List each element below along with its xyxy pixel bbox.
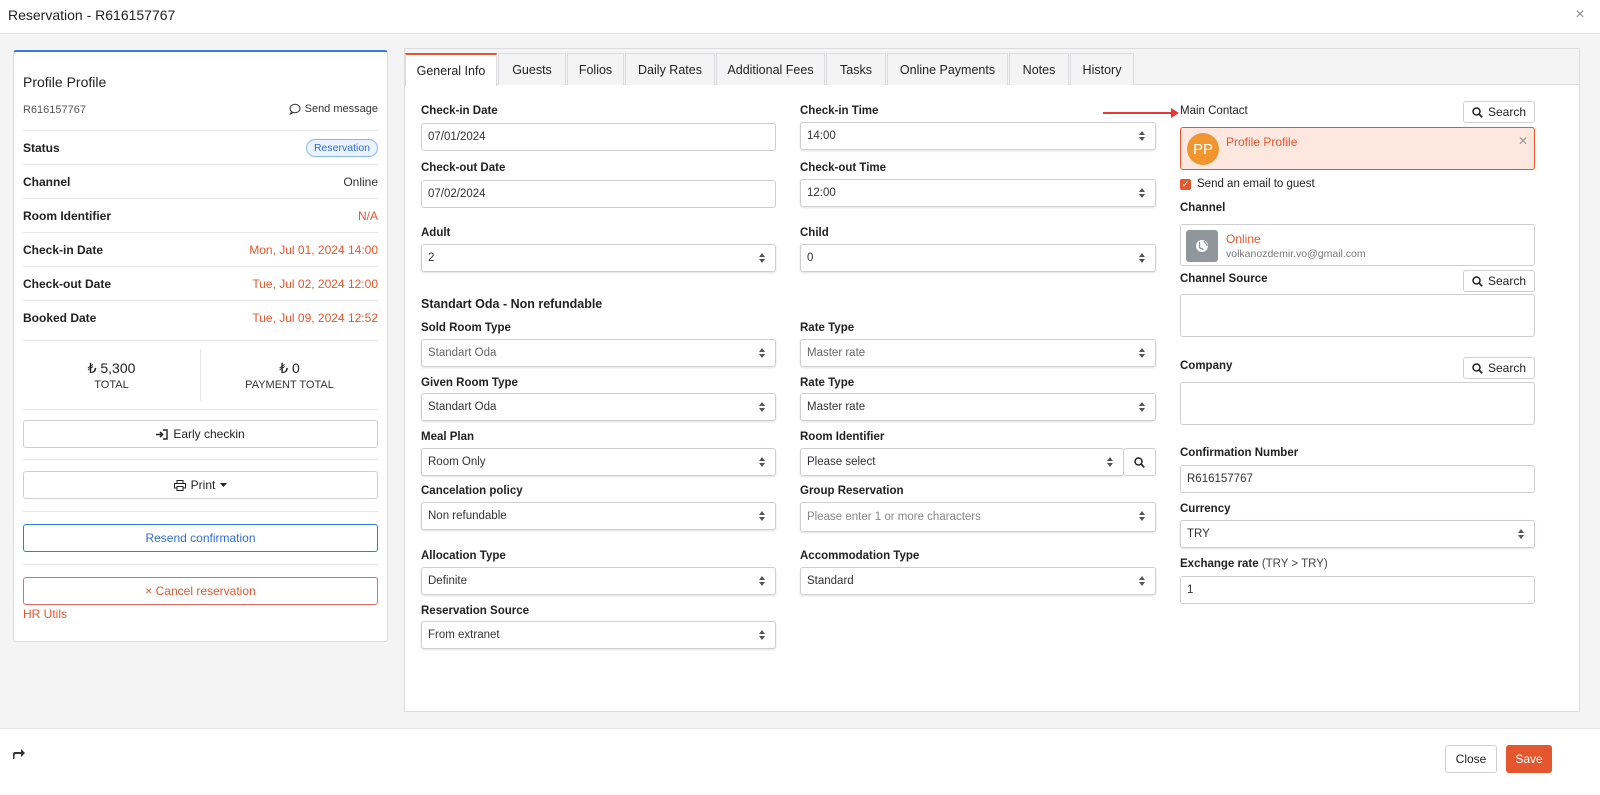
child-label: Child: [800, 227, 829, 239]
hr-utils-link[interactable]: HR Utils: [23, 607, 67, 621]
payment-total-amount: ₺ 0: [279, 359, 300, 376]
checkin-value: Mon, Jul 01, 2024 14:00: [249, 242, 378, 257]
exchange-rate-input[interactable]: 1: [1180, 576, 1535, 604]
sign-in-icon: [156, 429, 168, 440]
exchange-rate-label-text: Exchange rate: [1180, 558, 1259, 570]
meal-plan-select[interactable]: Room Only: [421, 448, 776, 476]
exchange-rate-suffix: (TRY > TRY): [1261, 558, 1328, 570]
globe-icon: [1186, 230, 1218, 262]
room-section-title: Standart Oda - Non refundable: [421, 297, 603, 311]
search-label: Search: [1488, 105, 1527, 119]
reservation-summary-panel: [13, 50, 388, 642]
share-icon[interactable]: [12, 747, 26, 761]
rate-type-label: Rate Type: [800, 322, 855, 334]
channel-name: Online: [1226, 232, 1261, 246]
checkin-label: Check-in Date: [23, 242, 104, 257]
tab-general-info[interactable]: General Info: [405, 53, 497, 86]
channel-value: Online: [343, 174, 378, 189]
remove-contact-icon[interactable]: ✕: [1517, 134, 1528, 148]
adult-select[interactable]: 2: [421, 244, 776, 272]
allocation-type-select[interactable]: Definite: [421, 567, 776, 595]
room-identifier-field-label: Room Identifier: [800, 431, 885, 443]
exchange-rate-label: [1180, 558, 1328, 570]
checkin-time-label: Check-in Time: [800, 105, 879, 117]
total-amount: ₺ 5,300: [87, 359, 136, 376]
company-search-button[interactable]: [1463, 357, 1535, 379]
currency-select[interactable]: TRY: [1180, 520, 1535, 548]
checkout-label: Check-out Date: [23, 276, 112, 291]
given-room-type-select[interactable]: Standart Oda: [421, 393, 776, 421]
company-box[interactable]: [1180, 382, 1535, 425]
channel-card[interactable]: [1180, 224, 1535, 266]
search-icon: [1472, 276, 1483, 287]
status-badge: Reservation: [306, 139, 378, 157]
rate-type-select[interactable]: Master rate: [800, 339, 1156, 367]
reservation-source-label: Reservation Source: [421, 605, 530, 617]
checkin-row: [23, 232, 378, 266]
annotation-arrow: [1103, 112, 1173, 114]
payment-total-label: PAYMENT TOTAL: [245, 378, 334, 391]
reservation-id: R616157767: [23, 104, 87, 116]
room-identifier-value: N/A: [357, 208, 378, 223]
cancelation-policy-select[interactable]: Non refundable: [421, 502, 776, 530]
cancel-reservation-button[interactable]: × Cancel reservation: [23, 577, 378, 605]
confirmation-number-label: Confirmation Number: [1180, 447, 1299, 459]
send-message-link[interactable]: [289, 103, 378, 115]
window-title: Reservation - R616157767: [8, 7, 176, 23]
send-message-label: Send message: [304, 103, 378, 115]
sold-room-type-select[interactable]: Standart Oda: [421, 339, 776, 367]
checkout-row: [23, 266, 378, 300]
tab-folios[interactable]: Folios: [567, 53, 624, 85]
printer-icon: [174, 480, 186, 491]
reservation-source-select[interactable]: From extranet: [421, 621, 776, 649]
given-room-type-label: Given Room Type: [421, 377, 518, 389]
close-button[interactable]: Close: [1445, 745, 1497, 773]
search-icon: [1134, 457, 1145, 468]
window-titlebar: [0, 0, 1600, 34]
channel-label: Channel: [23, 174, 71, 189]
print-dropdown-button[interactable]: [23, 471, 378, 499]
status-label: Status: [23, 140, 60, 155]
divider: [23, 511, 378, 512]
tab-tasks[interactable]: Tasks: [826, 53, 886, 85]
divider: [23, 564, 378, 565]
search-label: Search: [1488, 361, 1527, 375]
contact-name-link[interactable]: Profile Profile: [1226, 135, 1298, 149]
meal-plan-label: Meal Plan: [421, 431, 475, 443]
status-row: [23, 130, 378, 164]
total-cell: [23, 341, 200, 409]
tab-history[interactable]: History: [1070, 53, 1134, 85]
early-checkin-label: Early checkin: [173, 427, 245, 441]
early-checkin-button[interactable]: [23, 420, 378, 448]
group-reservation-label: Group Reservation: [800, 485, 904, 497]
channel-email: volkanozdemir.vo@gmail.com: [1226, 248, 1366, 260]
accommodation-type-select[interactable]: Standard: [800, 567, 1156, 595]
booked-value: Tue, Jul 09, 2024 12:52: [252, 310, 378, 325]
cancelation-policy-label: Cancelation policy: [421, 485, 523, 497]
channel-field-label: Channel: [1180, 202, 1226, 214]
dialog-footer: [0, 728, 1600, 795]
tab-bar: [405, 49, 1579, 85]
channel-source-label: Channel Source: [1180, 273, 1268, 285]
main-contact-label: Main Contact: [1180, 105, 1248, 117]
room-identifier-label: Room Identifier: [23, 208, 112, 223]
checkin-date-label: Check-in Date: [421, 105, 498, 117]
print-label: Print: [190, 478, 216, 492]
caret-down-icon: [220, 483, 227, 488]
child-select[interactable]: 0: [800, 244, 1156, 272]
payment-total-cell: [200, 349, 378, 401]
booked-label: Booked Date: [23, 310, 97, 325]
total-label: TOTAL: [94, 378, 129, 391]
main-contact-search-button[interactable]: [1463, 101, 1535, 123]
tab-online-payments[interactable]: Online Payments: [887, 53, 1008, 85]
chat-bubble-icon: [289, 103, 301, 115]
checkin-time-select[interactable]: 14:00: [800, 122, 1156, 150]
tab-additional-fees[interactable]: Additional Fees: [716, 53, 825, 85]
tab-daily-rates[interactable]: Daily Rates: [625, 53, 715, 85]
guest-name: Profile Profile: [23, 74, 107, 90]
main-contact-card[interactable]: [1180, 127, 1535, 170]
send-email-label: Send an email to guest: [1197, 178, 1315, 190]
totals-block: [23, 340, 378, 410]
checkin-date-input[interactable]: 07/01/2024: [421, 123, 776, 151]
divider: [23, 459, 378, 460]
room-identifier-row: [23, 198, 378, 232]
save-button[interactable]: Save: [1506, 745, 1552, 773]
channel-source-search-button[interactable]: [1463, 270, 1535, 292]
checkbox-checked-icon[interactable]: ✓: [1181, 178, 1190, 189]
rate-type-2-select[interactable]: Master rate: [800, 393, 1156, 421]
booked-row: [23, 300, 378, 334]
tab-guests[interactable]: Guests: [498, 53, 566, 85]
adult-label: Adult: [421, 227, 451, 239]
checkout-date-label: Check-out Date: [421, 162, 506, 174]
resend-confirmation-button[interactable]: Resend confirmation: [23, 524, 378, 552]
room-identifier-select[interactable]: Please select: [800, 448, 1124, 476]
checkout-value: Tue, Jul 02, 2024 12:00: [252, 276, 378, 291]
room-search-button[interactable]: [1123, 448, 1156, 476]
avatar: PP: [1187, 133, 1219, 165]
channel-row: [23, 164, 378, 198]
checkout-time-select[interactable]: 12:00: [800, 179, 1156, 207]
confirmation-number-input[interactable]: R616157767: [1180, 465, 1535, 493]
checkout-time-label: Check-out Time: [800, 162, 887, 174]
channel-source-box[interactable]: [1180, 294, 1535, 337]
accommodation-type-label: Accommodation Type: [800, 550, 920, 562]
company-label: Company: [1180, 360, 1233, 372]
currency-label: Currency: [1180, 503, 1231, 515]
rate-type-2-label: Rate Type: [800, 377, 855, 389]
close-icon[interactable]: ×: [1575, 6, 1585, 23]
group-reservation-input[interactable]: Please enter 1 or more characters: [800, 502, 1156, 532]
allocation-type-label: Allocation Type: [421, 550, 506, 562]
send-email-checkbox-row[interactable]: [1180, 178, 1315, 190]
search-icon: [1472, 363, 1483, 374]
tab-notes[interactable]: Notes: [1009, 53, 1069, 85]
sold-room-type-label: Sold Room Type: [421, 322, 511, 334]
checkout-date-input[interactable]: 07/02/2024: [421, 180, 776, 208]
search-icon: [1472, 107, 1483, 118]
search-label: Search: [1488, 274, 1527, 288]
